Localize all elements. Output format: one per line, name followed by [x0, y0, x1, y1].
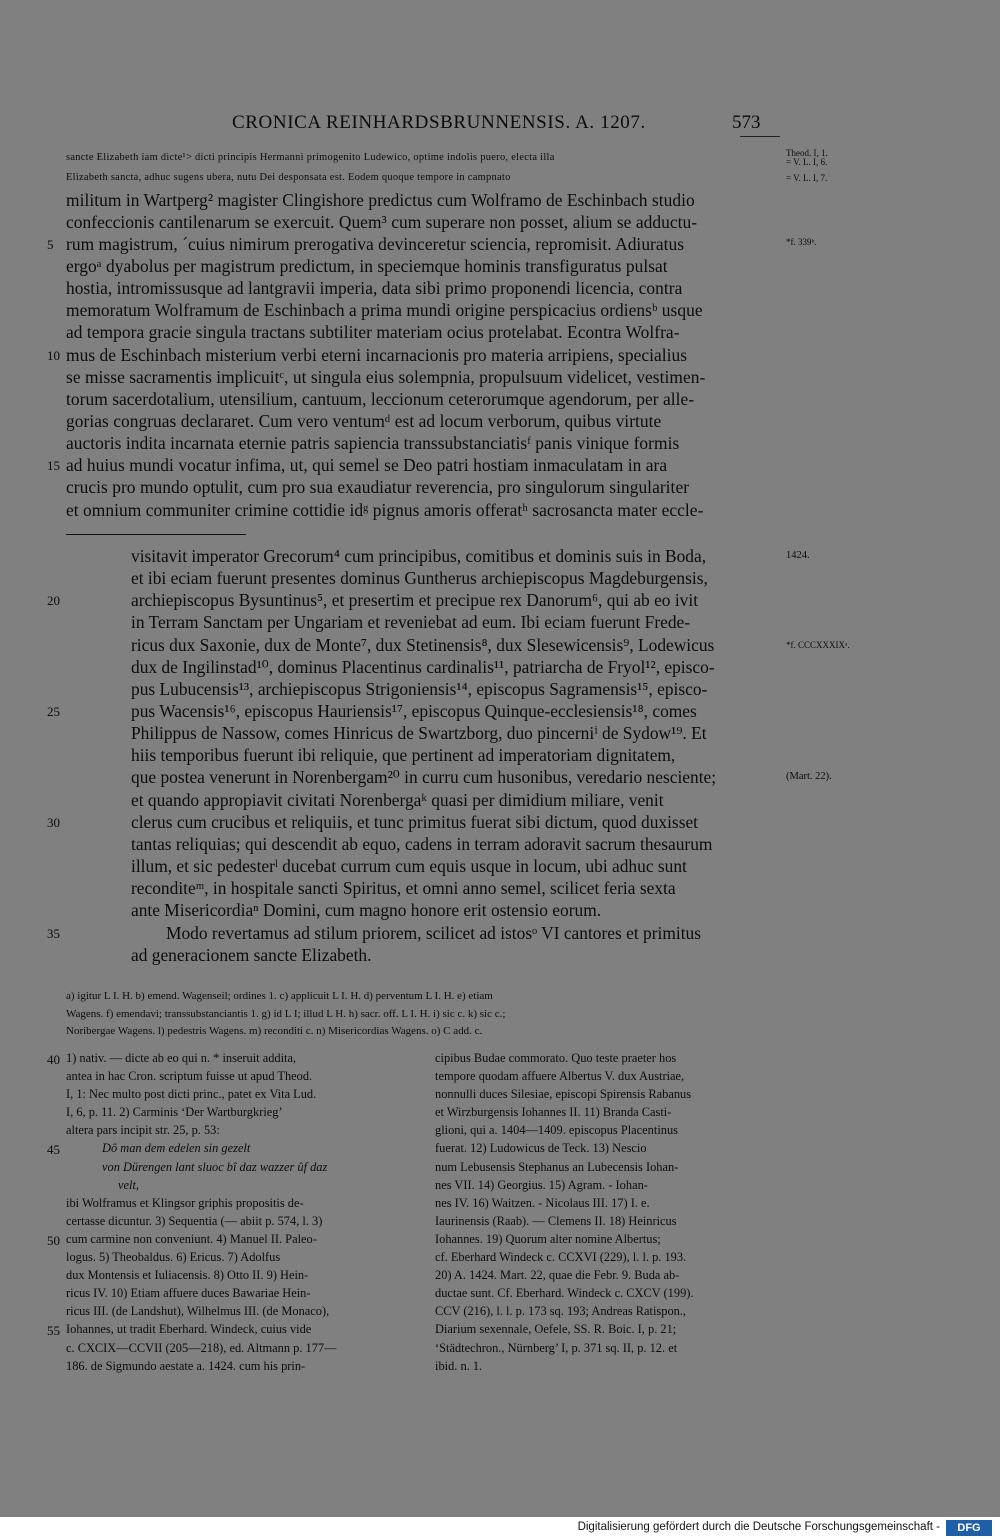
footnote-line: 186. de Sigmundo aestate a. 1424. cum his prin-: [66, 1358, 306, 1373]
main-line: hostia, intromissusque ad lantgravii imperia, data sibi primo proponendi licencia, contra: [66, 278, 683, 298]
footnote-line: nes IV. 16) Waitzen. - Nicolaus III. 17) I. e.: [435, 1195, 650, 1210]
footnote-line: Diarium sexennale, Oefele, SS. R. Boic. I, p. 21;: [435, 1322, 677, 1337]
main-line: crucis pro mundo optulit, cum pro sua exaudiatur reverencia, pro singulorum singulariter: [66, 477, 690, 497]
margin-note: = V. L. I, 7.: [786, 173, 828, 183]
footnote-line: antea in hac Cron. scriptum fuisse ut apud Theod.: [66, 1069, 313, 1084]
quote-line: ricus dux Saxonie, dux de Monte⁷, dux Stetinensis⁸, dux Slesewicensis⁹, Lodewicus: [131, 635, 715, 655]
footnote-line: Iohannes, ut tradit Eberhard. Windeck, cuius vide: [66, 1322, 312, 1337]
line-number: 20: [47, 593, 60, 608]
footnote-line: cum carmine non conveniunt. 4) Manuel II. Paleo-: [66, 1231, 317, 1246]
quote-line: clerus cum crucibus et reliquiis, et tunc primitus fuerat sibi dictum, quod duxisset: [131, 812, 699, 832]
dfg-logo: DFG: [946, 1520, 992, 1536]
line-number: 40: [47, 1052, 60, 1067]
line-number: 15: [47, 458, 60, 473]
page-number: 573: [732, 112, 761, 133]
footnote-line: c. CXCIX—CCVII (205—218), ed. Altmann p. 177—: [66, 1340, 337, 1355]
line-number: 45: [47, 1142, 60, 1157]
margin-note: *f. CCCXXXIXᵃ.: [786, 640, 850, 650]
line-number: 35: [47, 926, 60, 941]
quote-line: ad generacionem sancte Elizabeth.: [131, 945, 372, 965]
main-line: ad tempora gracie singula tractans subtiliter materiam ocius protelabat. Econtra Wolfra-: [66, 322, 680, 342]
main-line: Elizabeth sancta, adhuc sugens ubera, nutu Dei desponsata est. Eodem quoque tempore in campnato: [66, 172, 511, 183]
verse-line: von Dürengen lant sluoc bî daz wazzer ûf daz: [102, 1159, 328, 1174]
footer-bar: [0, 1517, 1000, 1539]
footnote-line: ductae sunt. Cf. Eberhard. Windeck c. CXCV (199).: [435, 1286, 694, 1301]
footnote-line: ricus IV. 10) Etiam affuere duces Bawariae Hein-: [66, 1286, 311, 1301]
main-line: auctoris indita incarnata eternie patris sapiencia transsubstanciatisᶠ panis vinique formis: [66, 433, 680, 453]
main-line: sancte Elizabeth iam dicte¹> dicti principis Hermanni primogenito Ludewico, optime indolis puero, electa illa: [66, 152, 555, 163]
main-line: gorias congruas declararet. Cum vero ventumᵈ est ad locum verborum, quibus virtute: [66, 411, 662, 431]
quote-line: Philippus de Nassow, comes Hinricus de Swartzborg, duo pincerniⁱ de Sydow¹⁹. Et: [131, 723, 707, 743]
footnote-line: certasse dicuntur. 3) Sequentia (— abiit p. 574, l. 3): [66, 1213, 323, 1228]
footer-credit: Digitalisierung gefördert durch die Deutsche Forschungsgemeinschaft -: [577, 1521, 940, 1533]
quote-line: reconditeᵐ, in hospitale sancti Spiritus, et omni anno semel, scilicet feria sexta: [131, 878, 676, 898]
footnotes-left-column: [66, 1049, 418, 1375]
footnote-line: cipibus Budae commorato. Quo teste praeter hos: [435, 1051, 677, 1065]
footnote-line: ibi Wolframus et Klingsor griphis propositis de-: [66, 1195, 304, 1210]
variant-note-line: a) igitur L I. H. b) emend. Wagenseil; ordines 1. c) applicuit L I. H. d) perventum L I. H. e) etiam: [66, 990, 493, 1002]
variant-note-line: Noribergae Wagens. l) pedestris Wagens. m) reconditi c. n) Misericordias Wagens. o) C add. c.: [66, 1025, 483, 1037]
verse-line: velt,: [118, 1177, 139, 1192]
footnote-line: cf. Eberhard Windeck c. CCXVI (229), l. l. p. 193.: [435, 1250, 687, 1265]
quote-line: dux de Ingilinstad¹⁰, dominus Placentinus cardinalis¹¹, patriarcha de Fryol¹², episco-: [131, 657, 715, 677]
quote-line: ante Misericordiaⁿ Domini, cum magno honore erit ostensio eorum.: [131, 900, 602, 920]
quote-line: in Terram Sanctam per Ungariam et reveniebat ad eum. Ibi eciam fuerunt Frede-: [131, 612, 691, 632]
variant-note-line: Wagens. f) emendavi; transsubstanciantis 1. g) id L I; illud L H. h) sacr. off. L I. H. i) sic c. k) sic c.;: [66, 1007, 506, 1020]
main-line: et omnium communiter crimine cottidie idᵍ pignus amoris offeratʰ sacrosancta mater eccle-: [66, 500, 704, 520]
footnote-line: altera pars incipit str. 25, p. 53:: [66, 1123, 220, 1138]
main-line: confeccionis cantilenarum se exercuit. Quem³ cum superare non posset, alium se adductu-: [66, 212, 698, 232]
quote-line: Modo revertamus ad stilum priorem, scilicet ad istosᵒ VI cantores et primitus: [166, 923, 701, 943]
quote-line: illum, et sic pedesterˡ ducebat currum cum equis usque in locum, ubi adhuc sunt: [131, 856, 687, 876]
header-rule: [740, 136, 780, 137]
quote-line: archiepiscopus Bysuntinus⁵, et presertim et precipue rex Danorum⁶, qui ab eo ivit: [131, 590, 699, 610]
footnote-line: ricus III. (de Landshut), Wilhelmus III. (de Monaco),: [66, 1304, 330, 1319]
line-number: 5: [47, 237, 54, 252]
main-line: torum sacerdotalium, utensilium, cantuum, leccionum ceterorumque agendorum, per alle-: [66, 389, 695, 409]
footnote-line: ‘Städtechron., Nürnberg’ I, p. 371 sq. II, p. 12. et: [435, 1340, 678, 1355]
quote-line: pus Wacensis¹⁶, episcopus Hauriensis¹⁷, episcopus Quinque-ecclesiensis¹⁸, comes: [131, 701, 697, 721]
footnote-line: Iohannes. 19) Quorum alter nomine Albertus;: [435, 1231, 661, 1246]
line-number: 50: [47, 1233, 60, 1248]
line-number: 55: [47, 1323, 60, 1338]
footnote-line: CCV (216), l. l. p. 173 sq. 193; Andreas Ratispon.,: [435, 1304, 687, 1319]
footnote-line: num Lebusensis Stephanus an Lubecensis Iohan-: [435, 1159, 679, 1174]
quote-line: et ibi eciam fuerunt presentes dominus Guntherus archiepiscopus Magdeburgensis,: [131, 568, 708, 588]
footnote-line: ibid. n. 1.: [435, 1358, 483, 1373]
margin-note: (Mart. 22).: [786, 771, 832, 782]
margin-note: = V. L. I, 6.: [786, 157, 828, 167]
main-line: mus de Eschinbach misterium verbi eterni incarnacionis pro materia arripiens, specialius: [66, 345, 688, 365]
quote-line: que postea venerunt in Norenbergam²⁰ in curru cum husonibus, veredario nesciente;: [131, 767, 717, 787]
footnote-line: I, 1: Nec multo post dicti princ., patet ex Vita Lud.: [66, 1087, 317, 1102]
footnote-line: dux Montensis et Iuliacensis. 8) Otto II. 9) Hein-: [66, 1268, 309, 1283]
footnote-line: 1) nativ. — dicte ab eo qui n. * inseruit addita,: [66, 1051, 297, 1065]
quote-line: visitavit imperator Grecorum⁴ cum principibus, comitibus et dominis suis in Boda,: [131, 546, 707, 566]
main-line: ergoᵃ dyabolus per magistrum predictum, in speciemque hominis transfiguratus pulsat: [66, 256, 668, 276]
verse-line: Dô man dem edelen sin gezelt: [102, 1141, 251, 1156]
margin-note: *f. 339ᵇ.: [786, 237, 817, 247]
section-rule: [66, 534, 246, 535]
footnote-line: glioni, qui a. 1404—1409. episcopus Placentinus: [435, 1123, 678, 1138]
footnote-line: et Wirzburgensis Iohannes II. 11) Branda Casti-: [435, 1105, 672, 1120]
footnote-line: Iaurinensis (Raab). — Clemens II. 18) Heinricus: [435, 1213, 677, 1228]
quote-line: pus Lubucensis¹³, archiepiscopus Strigoniensis¹⁴, episcopus Sagramensis¹⁵, episco-: [131, 679, 708, 699]
margin-note: Theod. I, 1.: [786, 148, 828, 158]
footnote-line: nonnulli duces Silesiae, episcopi Spirensis Rabanus: [435, 1087, 692, 1102]
running-header: [0, 112, 1000, 136]
footnotes-right-column: [435, 1049, 790, 1375]
variant-notes: [66, 988, 786, 1041]
quote-line: tantas reliquias; qui descendit ab equo, cadens in terram adoravit sacrum thesaurum: [131, 834, 713, 854]
line-number: 30: [47, 815, 60, 830]
main-line: militum in Wartperg² magister Clingishore predictus cum Wolframo de Eschinbach studio: [66, 190, 695, 210]
main-line: memoratum Wolframum de Eschinbach a prima mundi origine perspicacius ordiensᵇ usque: [66, 300, 703, 320]
margin-note: 1424.: [786, 550, 810, 561]
footnote-line: I, 6, p. 11. 2) Carminis ‘Der Wartburgkrieg’: [66, 1105, 283, 1120]
quote-line: et quando appropiavit civitati Norenbergaᵏ quasi per dimidium miliare, venit: [131, 790, 664, 810]
line-number: 25: [47, 704, 60, 719]
footnote-line: fuerat. 12) Ludowicus de Teck. 13) Nescio: [435, 1141, 647, 1156]
quote-line: hiis temporibus fuerunt ibi reliquie, que pertinent ad imperatoriam dignitatem,: [131, 745, 676, 765]
line-number: 10: [47, 348, 60, 363]
main-line: se misse sacramentis implicuitᶜ, ut singula eius solempnia, propulsuum videlicet, vestimen-: [66, 367, 706, 387]
footnote-line: 20) A. 1424. Mart. 22, quae die Febr. 9. Buda ab-: [435, 1268, 680, 1283]
main-line: ad huius mundi vocatur infima, ut, qui semel se Deo patri hostiam inmaculatam in ara: [66, 455, 668, 475]
main-line: rum magistrum, ˊcuius nimirum prerogativa devinceretur sciencia, repromisit. Adiuratus: [66, 234, 685, 254]
footnote-line: logus. 5) Theobaldus. 6) Ericus. 7) Adolfus: [66, 1250, 281, 1265]
page-title: CRONICA REINHARDSBRUNNENSIS. A. 1207.: [232, 112, 646, 133]
footnote-line: tempore quodam affuere Albertus V. dux Austriae,: [435, 1069, 685, 1084]
footnote-line: nes VII. 14) Georgius. 15) Agram. - Iohan-: [435, 1177, 648, 1192]
